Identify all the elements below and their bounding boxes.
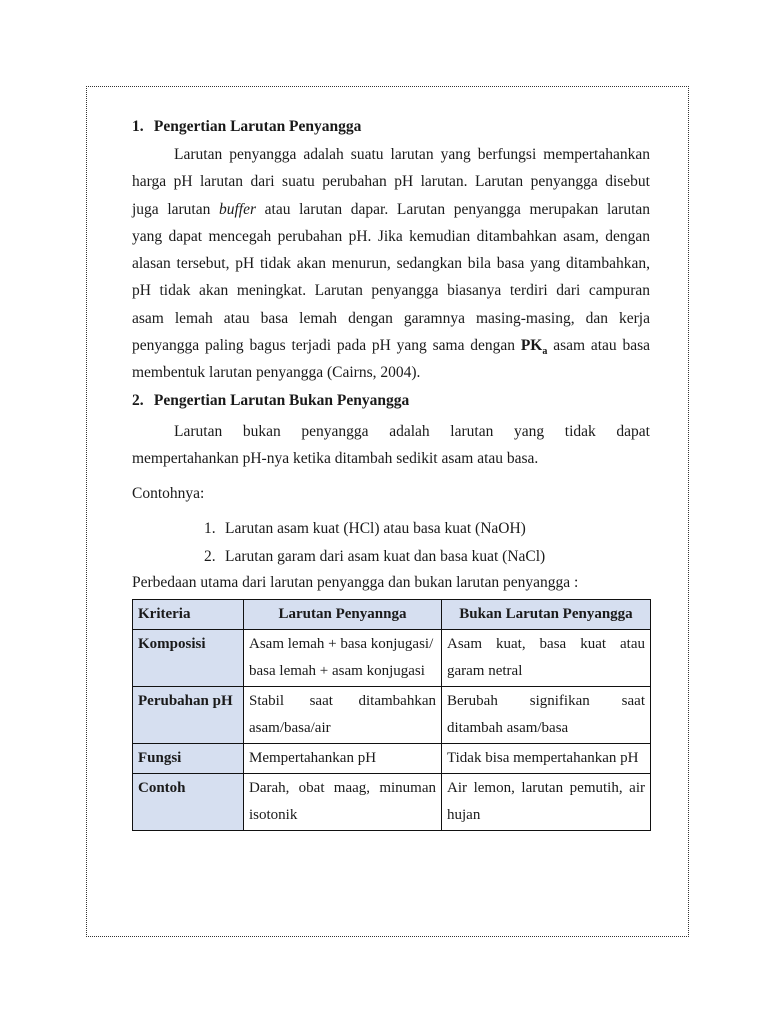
criteria-cell: Perubahan pH — [133, 687, 244, 744]
buffer-cell: Mempertahankan pH — [244, 744, 442, 774]
section-2-number: 2. — [132, 391, 144, 409]
section-2-paragraph — [132, 418, 650, 473]
buffer-cell: Asam lemah + basa konjugasi/ basa lemah + asam konjugasi — [244, 630, 442, 687]
paragraph-line: penyangga paling bagus terjadi pada pH yang sama dengan $PK_a$ asam atau basa — [132, 337, 651, 358]
column-header: Bukan Larutan Penyangga — [442, 600, 651, 630]
table-row — [133, 744, 651, 774]
paragraph-line: membentuk larutan penyangga (Cairns, 2004). — [132, 364, 421, 382]
criteria-cell: Contoh — [133, 774, 244, 831]
section-1-paragraph — [132, 141, 650, 387]
section-2-heading — [132, 387, 650, 415]
section-1-title: Pengertian Larutan Penyangga — [153, 118, 362, 135]
paragraph-line: Larutan bukan penyangga adalah larutan yang tidak dapat — [174, 422, 650, 440]
column-header: Larutan Penyannga — [244, 600, 442, 630]
paragraph-line: Larutan penyangga adalah suatu larutan yang berfungsi mempertahankan — [174, 146, 650, 163]
section-2-title: Pengertian Larutan Bukan Penyangga — [153, 391, 410, 409]
comparison-intro: Perbedaan utama dari larutan penyangga dan bukan larutan penyangga : — [132, 574, 579, 592]
buffer-cell: Darah, obat maag, minuman isotonik — [244, 774, 442, 831]
document-content — [132, 113, 650, 831]
list-item: 1. Larutan asam kuat (HCl) atau basa kuat (NaOH) — [204, 520, 526, 538]
section-1-heading — [132, 113, 650, 141]
nonbuffer-cell: Asam kuat, basa kuat atau garam netral — [442, 630, 651, 687]
criteria-cell: Komposisi — [133, 630, 244, 687]
paragraph-line: mempertahankan pH-nya ketika ditambah sedikit asam atau basa. — [132, 449, 539, 467]
paragraph-line: juga larutan buffer atau larutan dapar. Larutan penyangga merupakan larutan — [132, 200, 650, 218]
paragraph-line: asam lemah atau basa lemah dengan garamnya masing-masing, dan kerja — [132, 309, 650, 327]
paragraph-line: pH tidak akan meningkat. Larutan penyangga biasanya terdiri dari campuran — [132, 282, 650, 300]
paragraph-line: yang dapat mencegah perubahan pH. Jika kemudian ditambahkan asam, dengan — [132, 227, 650, 245]
paragraph-line: harga pH larutan dari suatu perubahan pH larutan. Larutan penyangga disebut — [132, 173, 650, 191]
criteria-cell: Fungsi — [133, 744, 244, 774]
list-item: 2. Larutan garam dari asam kuat dan basa kuat (NaCl) — [204, 548, 546, 566]
table-row — [133, 687, 651, 744]
examples-label: Contohnya: — [132, 485, 205, 503]
nonbuffer-cell: Tidak bisa mempertahankan pH — [442, 744, 651, 774]
comparison-table — [132, 599, 651, 831]
section-1-number: 1. — [132, 118, 144, 135]
table-row — [133, 630, 651, 687]
paragraph-line: alasan tersebut, pH tidak akan menurun, sedangkan bila basa yang ditambahkan, — [132, 255, 650, 273]
table-header-row — [133, 600, 651, 630]
pka-term: $PK_a$ — [520, 337, 548, 358]
table-row — [133, 774, 651, 831]
buffer-term: buffer — [219, 200, 257, 218]
column-header: Kriteria — [133, 600, 244, 630]
examples-list — [132, 515, 650, 571]
nonbuffer-cell: Berubah signifikan saat ditambah asam/basa — [442, 687, 651, 744]
buffer-cell: Stabil saat ditambahkan asam/basa/air — [244, 687, 442, 744]
nonbuffer-cell: Air lemon, larutan pemutih, air hujan — [442, 774, 651, 831]
